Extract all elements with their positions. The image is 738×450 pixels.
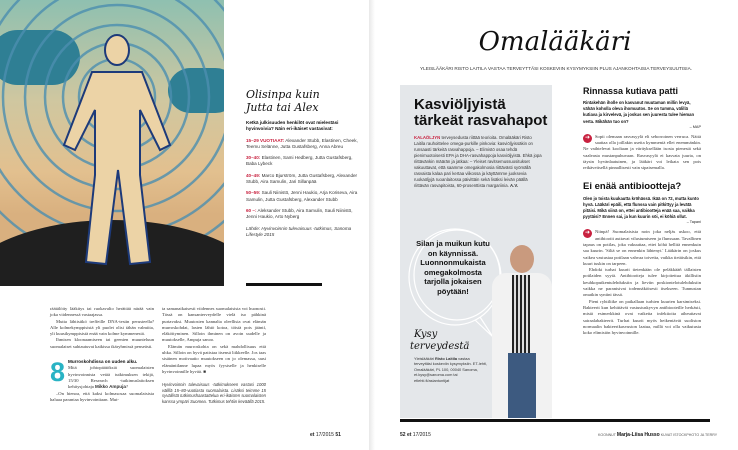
sidebar-group: 30–40: Elastinen, Sami Hedberg, Jutta Gustafsberg, Baba Lybeck [246,155,353,167]
issue: 17/2015 [315,432,334,438]
question-signature: – MAP [689,124,701,129]
answer-arrow-icon: ➜ [584,230,591,237]
sidebar-group: 60 –: Aleksander Stubb, Aira Samulin, Sauli Niinistö, Jenni Haukio, Arto Nyberg [246,207,353,220]
page-number: 52 [400,432,406,438]
paragraph: Mutta lähtisitkö treffeille DNA-testin perusteella? Alle kolmekymppisistä yli puolet olisi tähän valmiita, yli kuusikymppisistä enää vain kolme kymmenestä. [50,318,154,337]
speech-bubble-text: Silan ja muikun kutu on käynnissä. Luonnonmukaista omegakolmosta tarjolla jokaisen pöytään! [416,239,490,296]
person-name: Mikko Ampuja [94,384,126,390]
doctor-photo [492,245,552,418]
footnote: Hyvinvoinnin tulevaisuus -tutkimukseen vastasi 1000 välillä 15–80-vuotiasta suomalaista. Lisäksi teimme 15 syvällistä tutkimushaastattelua eri-ikäisten suomalaisten kanssa ympäri Suomea. Tutkimus tehtiin keväällä 2015. [162,382,266,405]
magazine-name: et [406,432,412,438]
credits [598,432,717,438]
lead-word: KALAÖLJYN [414,135,441,140]
bottom-rule [400,419,710,422]
paragraph: terveysedusta riittää teorioita. Omalääkäri Risto Laitila rauhoittelee omega-purkille pinkovia: kasviöljyissäkin on runsaasti tärkeitä rasvahappoja. – Elimistö osaa tehdä pienimuotoisesti EPA ja DHA-rasvahappoja kasviöljyistä. Ehkä jopa riittävänkin määrän ja jatkaa: – Yleiset ravitsemussuositukset vakuuttavat, että saamme omegakolmosia riittävästi syömällä rasvaista kalaa pari kertaa viikossa ja käyttämme juoksevia ruokaöljyjä ruoanlaitossa päivittäin sekä lisäksi leivän päällä riittävän rasvapitoista, 60-prosenttista margariinia. [414,135,542,188]
divider [246,283,322,286]
question-signature: – Tapani [686,220,701,225]
page-gutter [369,0,375,450]
section-number: 8 [50,357,66,388]
box-text [414,135,542,189]
signature: A.V. [510,183,518,188]
label: Yleislääkäri [414,356,434,361]
answer-text: Pieni ryhtiliike on paikallaan turhien kuurien karsimiseksi. Bakteerit kun kehittävät vastustuskyvyn antibiooteille herkästi, mistä esimerkkinä ovat vaikeita infektioita aiheuttavat sairaalabakteerit. Turhat kuurit myös heikentävät suoliston normaalin bakteerikasvuston laatua, millä voi olla vaikutusta koko elimistön hyvinvoinnille. [583,298,701,336]
credit-name: Marja-Liisa Husso [616,432,660,438]
folio-right [400,432,431,438]
ask-title-line1: Kysy [414,329,438,340]
illustration-meditating-man [0,0,224,286]
right-column [583,86,701,336]
sidebar-source: Lähde: Hyvinvoinnin tulevaisuus -tutkimus, Sanoma Lifestyle 2015 [246,225,352,237]
answer-text: Ehdoki turhat kuurit tietenkään ole peläkkääň tällaisten potilaiden syytä. Antibiootteja tulee kirjoitettua äkillisiin keuhkoputkentulehduksiin ja lieviin poskiontelotulehduksiin vaikka ne paranisivat todennäköisesti itsekseen. Tunnustan omatkin syntini tässä. [583,267,701,298]
section-title: Omalääkäri [478,27,632,57]
page-number: 51 [335,432,341,438]
end-mark-icon: ■ [203,368,206,374]
issue: 17/2015 [412,432,431,438]
question-2 [583,181,701,337]
answer-arrow-icon: ➜ [584,134,591,141]
sidebar-title-line2: Jutta tai Alex [246,101,319,114]
ask-title-line2: terveydestä [410,341,470,352]
paragraph: Ihmisen kloonaamiseen tai geenien muunteluun suomalaiset suhtautuvat kaikissa ikäryhmissä penseästi. [50,337,154,349]
paragraph: Elämän murroskohta on sekä mahdollisuus että uhka. Silloin on hyvä patistaa itsensä liikkeelle. Jos taas sisäinen motivaatio muutokseen on jo olemassa, uusi elämäntilanne lupaa myös fyysiselle ja henkiselle hyvinvoinnille hyvää. [162,343,266,374]
question-heading: Ei enää antibiootteja? [583,180,682,192]
question-text: Olen jo toista kuukautta kröhässä. Ikää on 72, mutta kunto hyvä. Lääkäri epäili, että flunssa vain pitkittyy ja levätä pitäisi. Mikä siinä on, ettei antibiootteja enää saa, vaikka pyytäisi? Ennen sai, ja kun kuurin söi, ei köhiä ollut. [583,195,699,220]
spiral-rings [0,0,224,286]
sidebar-group: 40–49: Marco Bjurström, Jutta Gustafsberg, Alexander Stubb, Aira Samulin, Jari Sillanpää [246,172,358,185]
info-box [400,85,552,418]
answer-text: Sopii olemaan rasvasyylä eli seborroinen verruca. Näitä saattaa olla joillakin useita kymmeniä ellei enemmänkin. Ne vaihtelevat kooltaan ja värityksellään isosta pienestä sekä vaaleasta mustanpuhuvaan. Rasvasyylä ei kasvata juuria, on täysin hyvänlaatuinen, ja lääkäri voi leikata sen pois reikäveitsellä pinnallisesti vain sipaisemalla. [583,133,701,171]
question-text: Rintakehän iholle on kasvanut muutaman millin levyä, vähän koholla oleva ihomuutos. Se on tumma, välillä kutiava ja kirvelevä, ja joskus sen juuresta tulee hieman verta. Mikähän tuo on? [583,100,695,124]
sidebar-intro: Ketkä julkisuuden henkilöt ovat mielestäsi hyvinvoivia? Näin eri-ikäiset vastasivat: [246,120,339,132]
paragraph: ta samanaikaisesti viidennes suomalaisista voi huonosti. Tässä on kansanterveydelle vielä iso pähkinä purtavaksi. Muutosten kannalta oleellisia ovat elämän murroskohdat, lasten lähtö kotoa, töistä pois jääntí, eläköityminen. Silloin ihminen on avoin uudelle ja muutokselle, Ampuja sanoo. [162,306,266,343]
contact-info: vastaa terveyttäsi koskeviin kysymyksiin. ET-lehti, Omalääkäri, PL 100, 00040 Sanoma, et.kysy@sanoma.com tai etlehti.fi/asiantuntijat [414,356,488,383]
article-column-2 [162,306,266,405]
section-heading: Murroskohdissa on uuden alku. [68,359,138,365]
article-column-1: räätälöity lääkitys tai ruokavalio herättää närää vain joka viidennessä vastaajassa. Mutta lähtisitkö treffeille DNA-testin perusteella? Alle kolmekymppisistä yli puolet olisi tähän valmiita, yli kuusikymppisistä enää vain kolme kymmenestä. Ihmisen kloonaamiseen tai geenien muunteluun suomalaiset suhtautuvat kaikissa ikäryhmissä penseästi. 8 Murroskohdissa on uuden alku. Mitä johtopäätöksiä suomalaisten hyvinvoinnista vetää tutkimuksen tekijä, 15/30 Research -tutkimuslaitoksen kehitysjohtaja Mikko Ampuja? –On hienoa, että kaksi kolmasosaa suomalaisista haluaa parantaa hyvinvointiaan. Mut- [50,306,154,402]
sidebar-group: 50–59: Sauli Niinistö, Jenni Haukio, Arja Koriseva, Aira Samulin, Jutta Gustafsberg, Alexander Stubb [246,190,358,202]
credit-label: KOONNUT [598,433,616,437]
doctor-name: Risto Laitila [435,356,458,361]
magazine-name: et [310,432,315,438]
box-heading: Kasviöljyistä tärkeät rasvahapot [414,96,548,129]
ask-contact-text [410,356,488,383]
sidebar-title-line1: Olisinpa kuin [246,88,320,101]
answer-text: Niinpä! Suomalaisista noin joka neljäs uskoo, että antibiootit auttavat vilustumiseen ja flunssaan. Tavallinen tapaus on potilas, joka vakuuttaa, ettei köhä hellitä ennenkuin saa kuurin. 'Siliä se on ennenkin lähtenyt.' Lääkärin on joskus vaikea vastustaa potilaan vahvaa toivetta, vaikka tietäisikin, että kuuri tuskin on tarpeen. [583,229,701,266]
box-article [414,97,548,189]
sidebar-group: 15–29 VUOTIAAT: Alexander Stubb, Elastinen, Cheek, Teemu Selänne, Jutta Gustafsberg, Anna Abreu [246,137,358,149]
paragraph: räätälöity lääkitys tai ruokavalio herättää närää vain joka viidennessä vastaajassa. [50,306,154,318]
sidebar-box [246,88,358,243]
paragraph: Mitä johtopäätöksiä suomalaisten hyvinvoinnista vetää tutkimuksen tekijä, 15/30 Research -tutkimuslaitoksen kehitysjohtaja [68,365,154,390]
question-1 [583,86,701,172]
question-heading: Rinnassa kutiava patti [583,86,679,96]
paragraph: –On hienoa, että kaksi kolmasosaa suomalaisista haluaa parantaa hyvinvointiaan. Mut- [50,390,154,402]
photo-credit: KUVAT ISTOCKPHOTO JA TERRY [660,433,718,437]
folio-left [310,432,341,438]
section-subtitle: YLEISLÄÄKÄRI RISTO LAITILA VASTAA TERVEYTTÄSI KOSKEVIIN KYSYMYKSIIN PLUS AJANKOHTAISIA TERVEYSUUTISIA. [419,66,693,71]
ask-block [410,329,488,383]
